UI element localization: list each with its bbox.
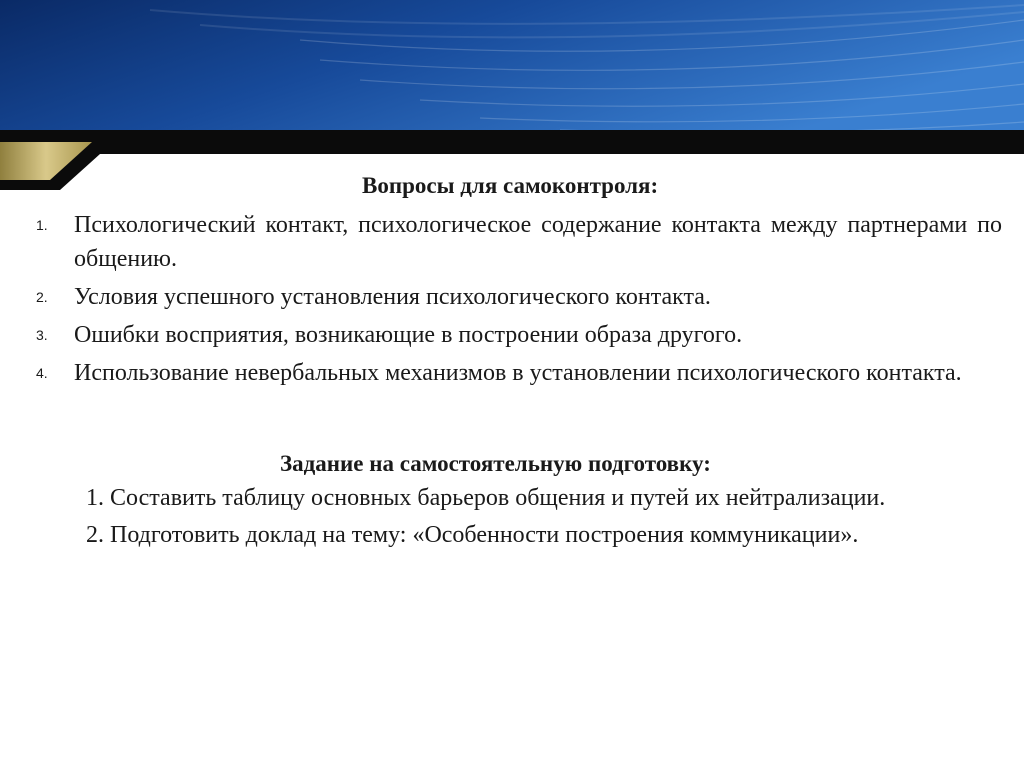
list-item bbox=[0, 208, 1024, 276]
task-item: 1. Составить таблицу основных барьеров общения и путей их нейтрализации. bbox=[86, 485, 886, 511]
list-number: 1. bbox=[36, 217, 48, 233]
list-item bbox=[0, 356, 1024, 390]
list-item-text: Использование невербальных механизмов в установлении психологического контакта. bbox=[74, 360, 962, 386]
tasks-heading: Задание на самостоятельную подготовку: bbox=[280, 451, 711, 476]
questions-heading: Вопросы для самоконтроля: bbox=[362, 173, 659, 198]
list-item bbox=[0, 280, 1024, 314]
list-item-text: Условия успешного установления психологического контакта. bbox=[74, 284, 711, 310]
list-item-text: Психологический контакт, психологическое содержание контакта между партнерами по общению. bbox=[74, 212, 1002, 272]
list-number: 2. bbox=[36, 289, 48, 305]
list-number: 3. bbox=[36, 327, 48, 343]
tasks-list bbox=[36, 482, 1002, 556]
task-item: 2. Подготовить доклад на тему: «Особенности построения коммуникации». bbox=[86, 522, 859, 548]
questions-list bbox=[0, 208, 1024, 394]
list-number: 4. bbox=[36, 365, 48, 381]
list-item-text: Ошибки восприятия, возникающие в построении образа другого. bbox=[74, 322, 743, 348]
list-item bbox=[0, 318, 1024, 352]
